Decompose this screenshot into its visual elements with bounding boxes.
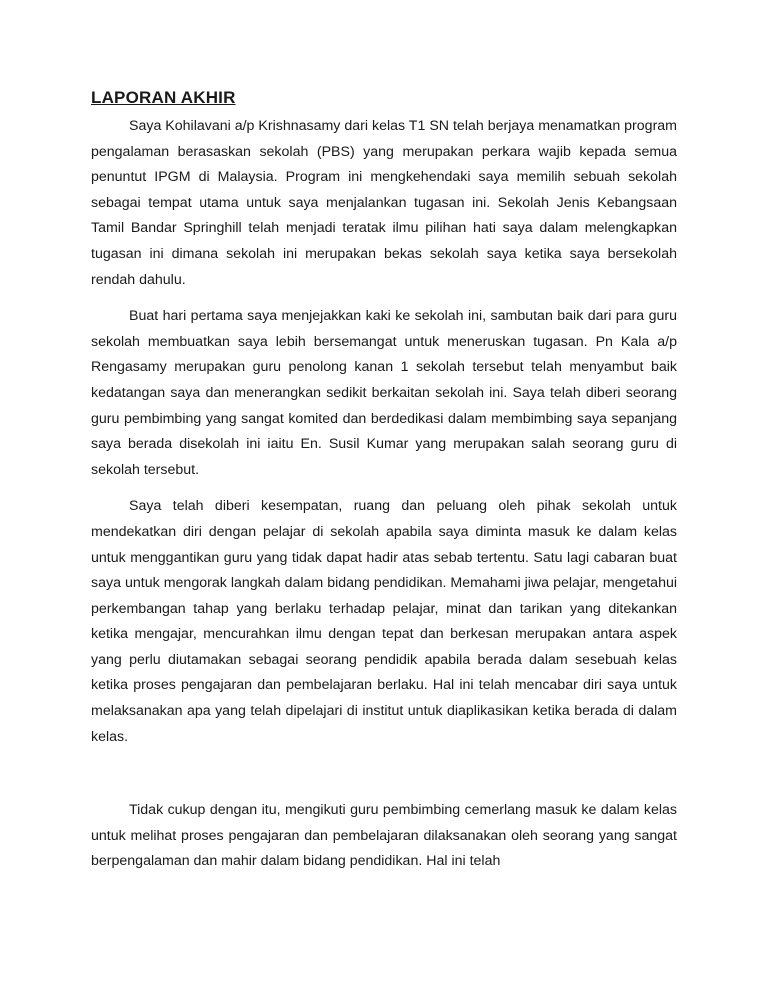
document-title: LAPORAN AKHIR (91, 88, 236, 107)
paragraph-3: Saya telah diberi kesempatan, ruang dan peluang oleh pihak sekolah untuk mendekatkan diri dengan pelajar di sekolah apabila saya diminta masuk ke dalam kelas untuk menggantikan guru yang tidak dapat hadir atas sebab tertentu. Satu lagi cabaran buat saya untuk mengorak langkah dalam bidang pendidikan. Memahami jiwa pelajar, mengetahui perkembangan tahap yang berlaku terhadap pelajar, minat dan tarikan yang ditekankan ketika mengajar, mencurahkan ilmu dengan tepat dan berkesan merupakan antara aspek yang perlu diutamakan sebagai seorang pendidik apabila berada dalam sesebuah kelas ketika proses pengajaran dan pembelajaran berlaku. Hal ini telah mencabar diri saya untuk melaksanakan apa yang telah dipelajari di institut untuk diaplikasikan ketika berada di dalam kelas. (91, 498, 677, 745)
paragraph-2: Buat hari pertama saya menjejakkan kaki ke sekolah ini, sambutan baik dari para guru sekolah membuatkan saya lebih bersemangat untuk meneruskan tugasan. Pn Kala a/p Rengasamy merupakan guru penolong kanan 1 sekolah tersebut telah menyambut baik kedatangan saya dan menerangkan sedikit berkaitan sekolah ini. Saya telah diberi seorang guru pembimbing yang sangat komited dan berdedikasi dalam membimbing saya sepanjang saya berada disekolah ini iaitu En. Susil Kumar yang merupakan salah seorang guru di sekolah tersebut. (91, 308, 677, 478)
paragraph-1: Saya Kohilavani a/p Krishnasamy dari kelas T1 SN telah berjaya menamatkan program pengalaman berasaskan sekolah (PBS) yang merupakan perkara wajib kepada semua penuntut IPGM di Malaysia. Program ini mengkehendaki saya memilih sebuah sekolah sebagai tempat utama untuk saya menjalankan tugasan ini. Sekolah Jenis Kebangsaan Tamil Bandar Springhill telah menjadi teratak ilmu pilihan hati saya dalam melengkapkan tugasan ini dimana sekolah ini merupakan bekas sekolah saya ketika saya bersekolah rendah dahulu. (91, 118, 677, 288)
paragraph-4: Tidak cukup dengan itu, mengikuti guru pembimbing cemerlang masuk ke dalam kelas untuk melihat proses pengajaran dan pembelajaran dilaksanakan oleh seorang yang sangat berpengalaman dan mahir dalam bidang pendidikan. Hal ini telah (91, 802, 677, 870)
document-page (91, 84, 677, 875)
